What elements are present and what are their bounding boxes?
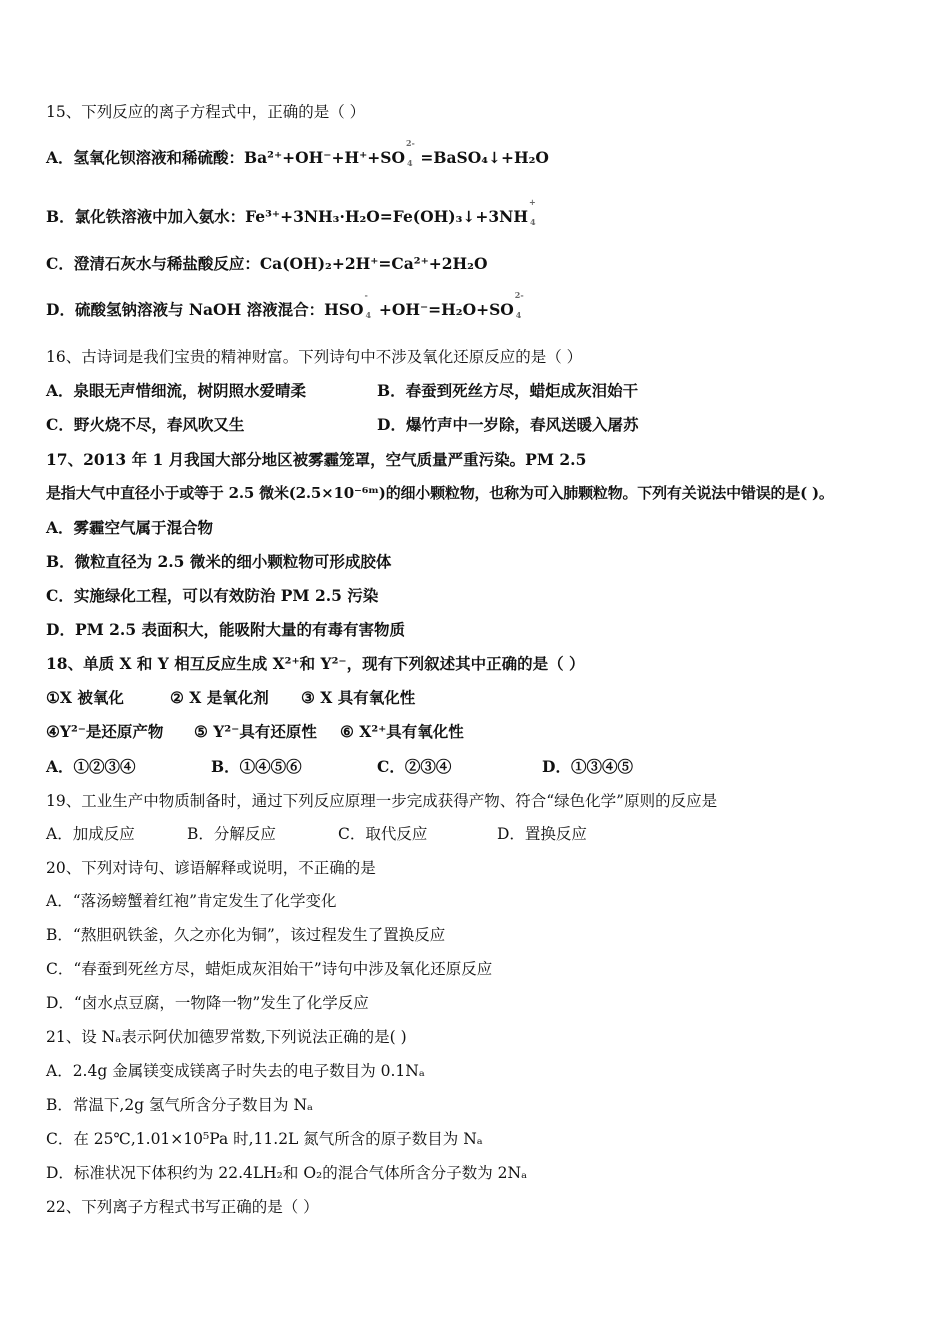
q21-option-a: A．2.4g 金属镁变成镁离子时失去的电子数目为 0.1Nₐ [46, 1062, 425, 1080]
q15-d-mid: +OH⁻=H₂O+SO [373, 300, 514, 319]
q20-option-c: C．“春蚕到死丝方尽，蜡炬成灰泪始干”诗句中涉及氧化还原反应 [46, 960, 493, 978]
q18-statement-4: ④Y²⁻是还原产物 [46, 722, 164, 741]
q15-option-d [46, 290, 524, 321]
q19-option-c: C．取代反应 [338, 825, 428, 843]
q18-statement-5: ⑤ Y²⁻具有还原性 [194, 722, 317, 741]
q20-option-b: B．“熬胆矾铁釜，久之亦化为铜”，该过程发生了置换反应 [46, 926, 446, 944]
q15-d-ion1: - 4 [364, 290, 372, 320]
q15-option-c [46, 254, 487, 274]
q17-option-d: D．PM 2.5 表面积大，能吸附大量的有毒有害物质 [46, 620, 406, 639]
q15-b-label: B． [46, 207, 75, 226]
q15-option-a [46, 138, 549, 169]
q15-a-rest: =BaSO₄↓+H₂O [414, 148, 549, 167]
q16-stem: 16、古诗词是我们宝贵的精神财富。下列诗句中不涉及氧化还原反应的是（ ） [46, 348, 583, 366]
q20-stem: 20、下列对诗句、谚语解释或说明，不正确的是 [46, 859, 376, 877]
q21-option-d: D．标准状况下体积约为 22.4LH₂和 O₂的混合气体所含分子数为 2Nₐ [46, 1164, 528, 1182]
q15-d-ion2: 2- 4 [514, 290, 524, 320]
q15-b-ion: + 4 [529, 197, 536, 227]
q15-option-b [46, 197, 538, 228]
q15-c-text: 澄清石灰水与稀盐酸反应：Ca(OH)₂+2H⁺=Ca²⁺+2H₂O [73, 254, 488, 273]
q19-option-b: B．分解反应 [187, 825, 276, 843]
q16-option-c: C．野火烧不尽，春风吹又生 [46, 415, 245, 434]
q18-statement-6: ⑥ X²⁺具有氧化性 [340, 722, 464, 741]
q18-option-c: C．②③④ [377, 757, 452, 776]
q16-option-a: A．泉眼无声惜细流，树阴照水爱晴柔 [46, 381, 307, 400]
q19-stem: 19、工业生产中物质制备时，通过下列反应原理一步完成获得产物、符合“绿色化学”原则的反应是 [46, 792, 718, 810]
q17-option-c: C．实施绿化工程，可以有效防治 PM 2.5 污染 [46, 586, 379, 605]
q15-d-label: D． [46, 300, 75, 319]
q18-statement-1: ①X 被氧化 [46, 688, 124, 707]
q17-option-b: B．微粒直径为 2.5 微米的细小颗粒物可形成胶体 [46, 552, 392, 571]
q21-option-c: C．在 25℃,1.01×10⁵Pa 时,11.2L 氮气所含的原子数目为 Nₐ [46, 1130, 483, 1148]
q16-option-b: B．春蚕到死丝方尽，蜡炬成灰泪始干 [377, 381, 639, 400]
q15-d-text: 硫酸氢钠溶液与 NaOH 溶液混合：HSO [74, 300, 364, 319]
q17-stem-line1: 17、2013 年 1 月我国大部分地区被雾霾笼罩，空气质量严重污染。PM 2.5 [46, 450, 587, 469]
q15-a-text: 氢氧化钡溶液和稀硫酸：Ba²⁺+OH⁻+H⁺+SO [73, 148, 405, 167]
q18-option-b: B．①④⑤⑥ [211, 757, 302, 776]
q18-stem: 18、单质 X 和 Y 相互反应生成 X²⁺和 Y²⁻，现有下列叙述其中正确的是（ ） [46, 654, 585, 673]
q15-a-ion: 2- 4 [405, 138, 415, 168]
q21-option-b: B．常温下,2g 氢气所含分子数目为 Nₐ [46, 1096, 313, 1114]
q15-stem: 15、下列反应的离子方程式中，正确的是（ ） [46, 103, 366, 121]
q18-option-a: A．①②③④ [46, 757, 136, 776]
q20-option-d: D．“卤水点豆腐，一物降一物”发生了化学反应 [46, 994, 369, 1012]
q15-c-label: C． [46, 254, 74, 273]
q17-option-a: A．雾霾空气属于混合物 [46, 518, 214, 537]
q19-option-a: A．加成反应 [46, 825, 135, 843]
q19-option-d: D．置换反应 [497, 825, 587, 843]
q18-statement-2: ② X 是氧化剂 [170, 688, 269, 707]
q15-b-text: 氯化铁溶液中加入氨水：Fe³⁺+3NH₃·H₂O=Fe(OH)₃↓+3NH [74, 207, 528, 226]
q15-a-label: A． [46, 148, 74, 167]
q22-stem: 22、下列离子方程式书写正确的是（ ） [46, 1198, 319, 1216]
q18-statement-3: ③ X 具有氧化性 [301, 688, 416, 707]
q21-stem: 21、设 Nₐ表示阿伏加德罗常数,下列说法正确的是( ) [46, 1028, 407, 1046]
q16-option-d: D．爆竹声中一岁除，春风送暖入屠苏 [377, 415, 639, 434]
q18-option-d: D．①③④⑤ [542, 757, 633, 776]
q20-option-a: A．“落汤螃蟹着红袍”肯定发生了化学变化 [46, 892, 337, 910]
q17-stem-line2: 是指大气中直径小于或等于 2.5 微米(2.5×10⁻⁶ᵐ)的细小颗粒物，也称为可入肺颗粒物。下列有关说法中错误的是( )。 [46, 484, 834, 502]
